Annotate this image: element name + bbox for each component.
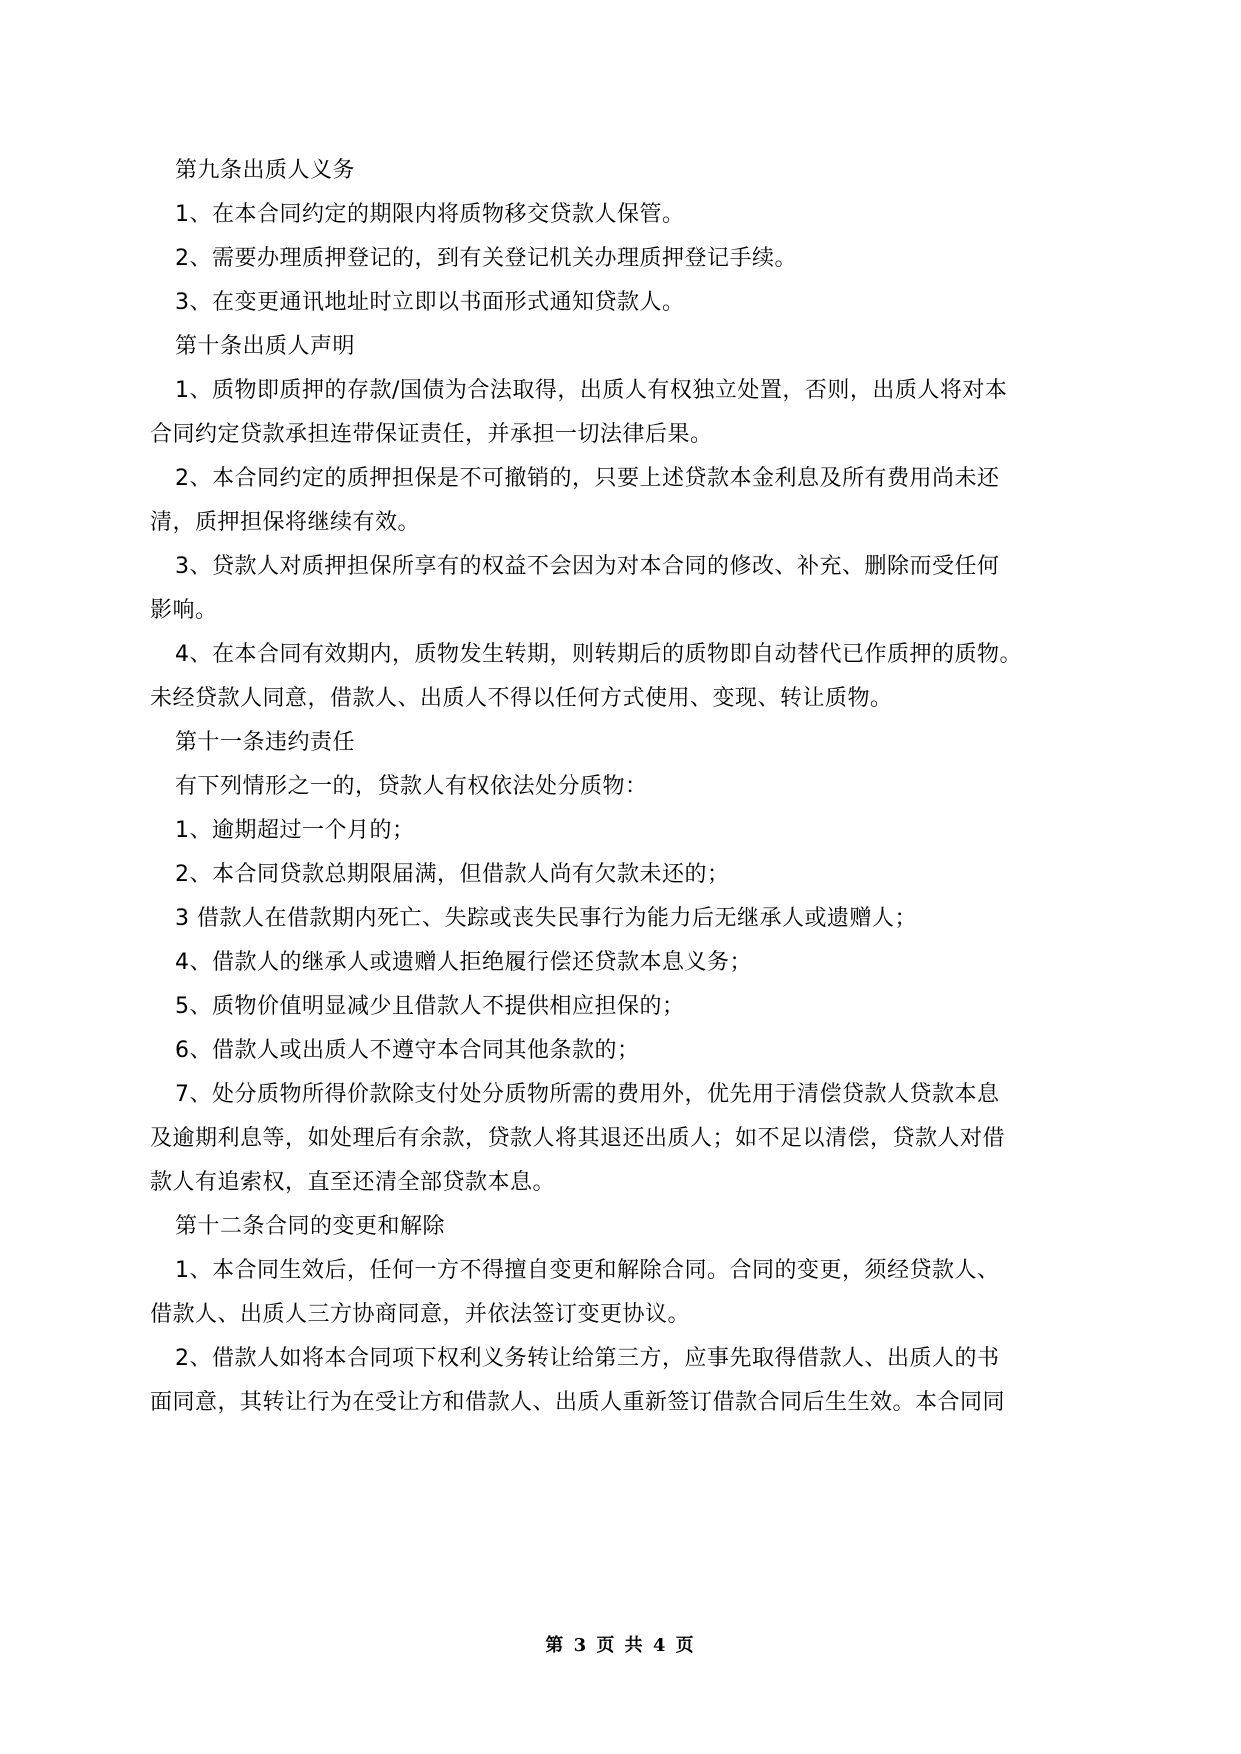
paragraph-line: 3、贷款人对质押担保所享有的权益不会因为对本合同的修改、补充、删除而受任何 <box>175 554 1000 579</box>
paragraph-line: 2、需要办理质押登记的，到有关登记机关办理质押登记手续。 <box>175 246 797 271</box>
article-9-heading: 第九条出质人义务 <box>175 158 356 183</box>
article-12-heading: 第十二条合同的变更和解除 <box>175 1214 446 1239</box>
paragraph-line: 5、质物价值明显减少且借款人不提供相应担保的； <box>175 994 685 1019</box>
paragraph-line: 3、在变更通讯地址时立即以书面形式通知贷款人。 <box>175 290 685 315</box>
paragraph-line: 2、本合同约定的质押担保是不可撤销的，只要上述贷款本金利息及所有费用尚未还 <box>175 466 1000 491</box>
paragraph-line: 1、在本合同约定的期限内将质物移交贷款人保管。 <box>175 202 685 227</box>
paragraph-line: 4、借款人的继承人或遗赠人拒绝履行偿还贷款本息义务； <box>175 950 752 975</box>
paragraph-line: 1、逾期超过一个月的； <box>175 818 415 843</box>
paragraph-line: 及逾期利息等，如处理后有余款，贷款人将其退还出质人；如不足以清偿，贷款人对借 <box>150 1126 1006 1151</box>
paragraph-line: 3 借款人在借款期内死亡、失踪或丧失民事行为能力后无继承人或遗赠人； <box>175 906 917 931</box>
paragraph-line: 清，质押担保将继续有效。 <box>150 510 421 535</box>
paragraph-line: 4、在本合同有效期内，质物发生转期，则转期后的质物即自动替代已作质押的质物。 <box>175 642 1022 667</box>
article-10-heading: 第十条出质人声明 <box>175 334 356 359</box>
paragraph-line: 面同意，其转让行为在受让方和借款人、出质人重新签订借款合同后生生效。本合同同 <box>150 1390 1006 1415</box>
article-11-heading: 第十一条违约责任 <box>175 730 356 755</box>
paragraph-line: 2、借款人如将本合同项下权利义务转让给第三方，应事先取得借款人、出质人的书 <box>175 1346 1000 1371</box>
paragraph-line: 1、本合同生效后，任何一方不得擅自变更和解除合同。合同的变更，须经贷款人、 <box>175 1258 1000 1283</box>
paragraph-line: 影响。 <box>150 598 218 623</box>
paragraph-line: 7、处分质物所得价款除支付处分质物所需的费用外，优先用于清偿贷款人贷款本息 <box>175 1082 1000 1107</box>
paragraph-line: 1、质物即质押的存款/国债为合法取得，出质人有权独立处置，否则，出质人将对本 <box>175 378 1008 403</box>
paragraph-line: 合同约定贷款承担连带保证责任，并承担一切法律后果。 <box>150 422 713 447</box>
page-number-footer: 第 3 页 共 4 页 <box>545 1635 696 1656</box>
paragraph-line: 6、借款人或出质人不遵守本合同其他条款的； <box>175 1038 640 1063</box>
paragraph-line: 未经贷款人同意，借款人、出质人不得以任何方式使用、变现、转让质物。 <box>150 686 893 711</box>
paragraph-line: 借款人、出质人三方协商同意，并依法签订变更协议。 <box>150 1302 691 1327</box>
paragraph-line: 有下列情形之一的，贷款人有权依法处分质物： <box>175 774 648 799</box>
paragraph-line: 款人有追索权，直至还清全部贷款本息。 <box>150 1170 556 1195</box>
paragraph-line: 2、本合同贷款总期限届满，但借款人尚有欠款未还的； <box>175 862 730 887</box>
